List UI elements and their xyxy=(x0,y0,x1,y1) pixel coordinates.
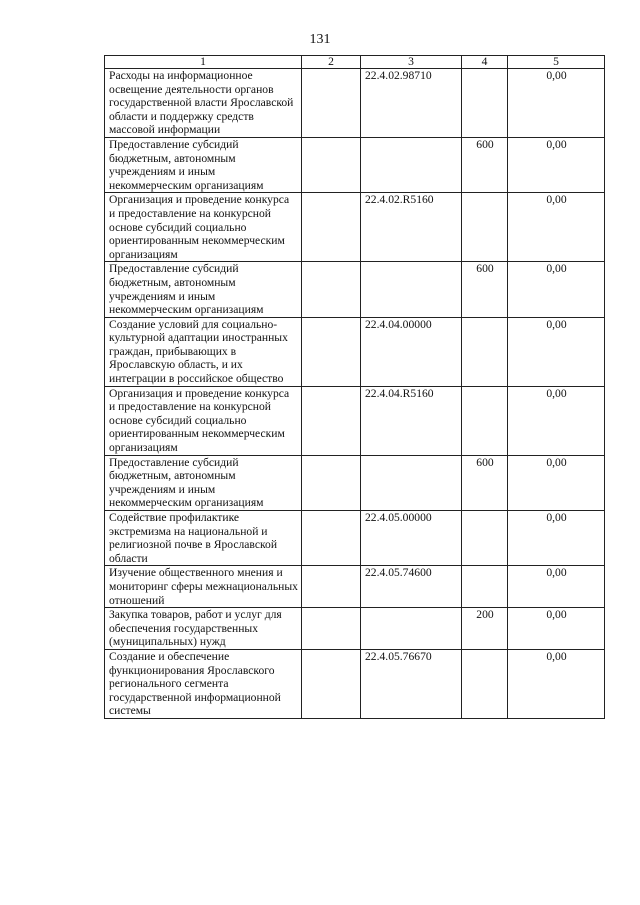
row-amount: 0,00 xyxy=(508,262,605,317)
row-amount: 0,00 xyxy=(508,69,605,138)
row-col2 xyxy=(302,649,361,718)
table-row xyxy=(105,566,605,608)
table-row xyxy=(105,386,605,455)
row-expense-type xyxy=(462,386,508,455)
row-name: Создание и обеспечение функционирования Ярославского регионального сегмента государственной информационной системы xyxy=(105,649,302,718)
row-col2 xyxy=(302,262,361,317)
row-col2 xyxy=(302,317,361,386)
row-code xyxy=(361,608,462,650)
row-name: Расходы на информационное освещение деятельности органов государственной власти Ярославской области и поддержку средств массовой информации xyxy=(105,69,302,138)
row-amount: 0,00 xyxy=(508,455,605,510)
row-col2 xyxy=(302,566,361,608)
table-row xyxy=(105,608,605,650)
row-name: Закупка товаров, работ и услуг для обеспечения государственных (муниципальных) нужд xyxy=(105,608,302,650)
row-code: 22.4.05.74600 xyxy=(361,566,462,608)
row-expense-type xyxy=(462,69,508,138)
header-cell-1: 1 xyxy=(105,56,302,69)
row-expense-type xyxy=(462,317,508,386)
header-cell-3: 3 xyxy=(361,56,462,69)
row-amount: 0,00 xyxy=(508,137,605,192)
table-row xyxy=(105,455,605,510)
table-row xyxy=(105,137,605,192)
budget-table xyxy=(104,55,605,719)
row-code: 22.4.02.R5160 xyxy=(361,193,462,262)
header-cell-2: 2 xyxy=(302,56,361,69)
row-col2 xyxy=(302,511,361,566)
row-amount: 0,00 xyxy=(508,566,605,608)
row-amount: 0,00 xyxy=(508,608,605,650)
table-row xyxy=(105,649,605,718)
row-amount: 0,00 xyxy=(508,386,605,455)
row-amount: 0,00 xyxy=(508,193,605,262)
row-name: Предоставление субсидий бюджетным, автономным учреждениям и иным некоммерческим организациям xyxy=(105,137,302,192)
row-amount: 0,00 xyxy=(508,317,605,386)
row-expense-type xyxy=(462,193,508,262)
row-col2 xyxy=(302,608,361,650)
row-code xyxy=(361,455,462,510)
row-amount: 0,00 xyxy=(508,649,605,718)
row-col2 xyxy=(302,193,361,262)
row-code: 22.4.04.00000 xyxy=(361,317,462,386)
row-expense-type: 200 xyxy=(462,608,508,650)
table-row xyxy=(105,69,605,138)
row-col2 xyxy=(302,455,361,510)
table-row xyxy=(105,262,605,317)
row-expense-type: 600 xyxy=(462,262,508,317)
row-code: 22.4.05.76670 xyxy=(361,649,462,718)
row-col2 xyxy=(302,69,361,138)
row-name: Предоставление субсидий бюджетным, автономным учреждениям и иным некоммерческим организациям xyxy=(105,455,302,510)
row-col2 xyxy=(302,386,361,455)
row-col2 xyxy=(302,137,361,192)
row-expense-type xyxy=(462,566,508,608)
row-expense-type: 600 xyxy=(462,137,508,192)
table-header-row xyxy=(105,56,605,69)
row-code xyxy=(361,137,462,192)
row-expense-type: 600 xyxy=(462,455,508,510)
row-name: Содействие профилактике экстремизма на национальной и религиозной почве в Ярославской области xyxy=(105,511,302,566)
row-code xyxy=(361,262,462,317)
header-cell-5: 5 xyxy=(508,56,605,69)
row-name: Создание условий для социально-культурной адаптации иностранных граждан, прибывающих в Ярославскую область, и их интеграции в российское общество xyxy=(105,317,302,386)
row-expense-type xyxy=(462,649,508,718)
row-code: 22.4.04.R5160 xyxy=(361,386,462,455)
table-row xyxy=(105,317,605,386)
page-number: 131 xyxy=(309,32,331,47)
table-row xyxy=(105,511,605,566)
row-name: Организация и проведение конкурса и предоставление на конкурсной основе субсидий социально ориентированным некоммерческим организациям xyxy=(105,193,302,262)
row-name: Предоставление субсидий бюджетным, автономным учреждениям и иным некоммерческим организациям xyxy=(105,262,302,317)
row-amount: 0,00 xyxy=(508,511,605,566)
row-expense-type xyxy=(462,511,508,566)
row-code: 22.4.05.00000 xyxy=(361,511,462,566)
table-row xyxy=(105,193,605,262)
row-code: 22.4.02.98710 xyxy=(361,69,462,138)
row-name: Организация и проведение конкурса и предоставление на конкурсной основе субсидий социально ориентированным некоммерческим организациям xyxy=(105,386,302,455)
header-cell-4: 4 xyxy=(462,56,508,69)
row-name: Изучение общественного мнения и мониторинг сферы межнациональных отношений xyxy=(105,566,302,608)
